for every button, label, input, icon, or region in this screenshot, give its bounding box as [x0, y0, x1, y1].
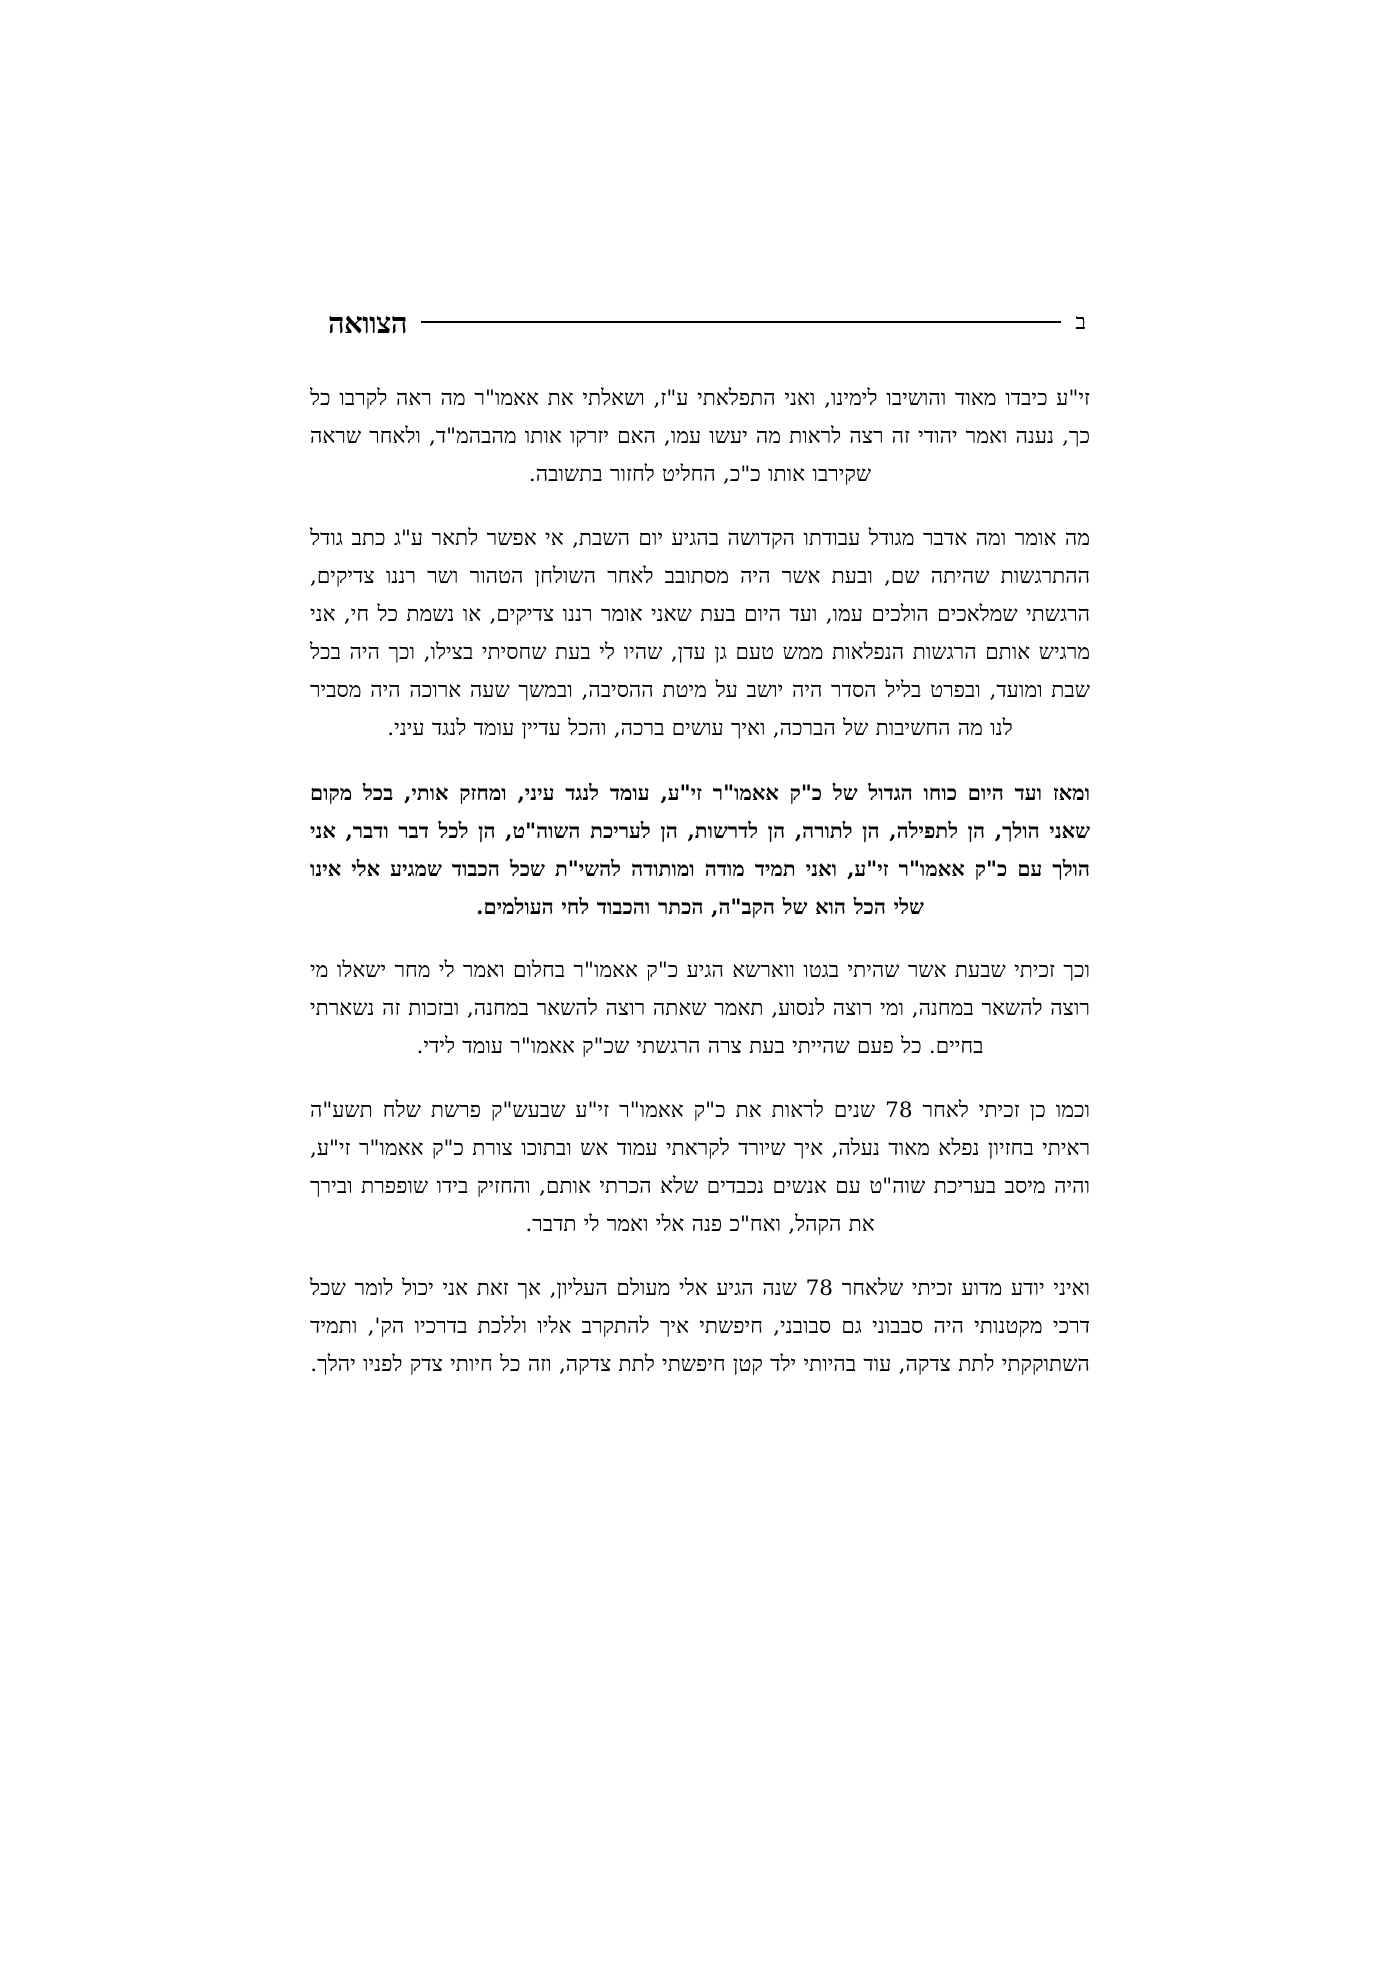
- header-divider-rule: [421, 321, 1061, 323]
- page-number: ב: [1075, 310, 1086, 335]
- body-paragraph: וכך זכיתי שבעת אשר שהיתי בגטו ווארשא הגיע כ"ק אאמו"ר בחלום ואמר לי מחר ישאלו מי רוצה להשאר במחנה, ומי רוצה לנסוע, תאמר שאתה רוצה להשאר במחנה, ובזכות זה נשארתי בחיים. כל פעם שהייתי בעת צרה הרגשתי שכ"ק אאמו"ר עומד לידי.: [310, 958, 1090, 1059]
- running-header: [310, 300, 1090, 346]
- body-paragraph: ואיני יודע מדוע זכיתי שלאחר 78 שנה הגיע אלי מעולם העליון, אך זאת אני יכול לומר שכל דרכי מקטנותי היה סבבוני גם סבובני, חיפשתי איך להתקרב אליו וללכת בדרכיו הק', ותמיד השתוקקתי לתת צדקה, עוד בהיותי ילד קטן חיפשתי לתת צדקה, וזה כל חיותי צדק לפניו יהלך.: [310, 1276, 1090, 1377]
- page-title: הצוואה: [328, 305, 408, 340]
- body-paragraph: מה אומר ומה אדבר מגודל עבודתו הקדושה בהגיע יום השבת, אי אפשר לתאר ע"ג כתב גודל ההתרגשות שהיתה שם, ובעת אשר היה מסתובב לאחר השולחן הטהור ושר רננו צדיקים, הרגשתי שמלאכים הולכים עמו, ועד היום בעת שאני אומר רננו צדיקים, או נשמת כל חי, אני מרגיש אותם הרגשות הנפלאות ממש טעם גן עדן, שהיו לי בעת שחסיתי בצילו, וכך היה בכל שבת ומועד, ובפרט בליל הסדר היה יושב על מיטת ההסיבה, ובמשך שעה ארוכה היה מסביר לנו מה החשיבות של הברכה, ואיך עושים ברכה, והכל עדיין עומד לנגד עיני.: [310, 526, 1090, 741]
- body-paragraph: זי"ע כיבדו מאוד והושיבו לימינו, ואני התפלאתי ע"ז, ושאלתי את אאמו"ר מה ראה לקרבו כל כך, נענה ואמר יהודי זה רצה לראות מה יעשו עמו, האם יזרקו אותו מהבהמ"ד, ולאחר שראה שקירבו אותו כ"כ, החליט לחזור בתשובה.: [310, 386, 1090, 487]
- page-content: [310, 300, 1090, 1384]
- body-paragraph: וכמו כן זכיתי לאחר 78 שנים לראות את כ"ק אאמו"ר זי"ע שבעש"ק פרשת שלח תשע"ה ראיתי בחזיון נפלא מאוד נעלה, איך שיורד לקראתי עמוד אש ובתוכו צורת כ"ק אאמו"ר זי"ע, והיה מיסב בעריכת שוה"ט עם אנשים נכבדים שלא הכרתי אותם, והחזיק בידו שופפרת ובירך את הקהל, ואח"כ פנה אלי ואמר לי תדבר.: [310, 1098, 1091, 1237]
- body-paragraph-emphasized: ומאז ועד היום כוחו הגדול של כ"ק אאמו"ר זי"ע, עומד לנגד עיני, ומחזק אותי, בכל מקום שאני הולך, הן לתפילה, הן לתורה, הן לדרשות, הן לעריכת השוה"ט, הן לכל דבר ודבר, אני הולך עם כ"ק אאמו"ר זי"ע, ואני תמיד מודה ומותודה להשי"ת שכל הכבוד שמגיע אלי אינו שלי הכל הוא של הקב"ה, הכתר והכבוד לחי העולמים.: [310, 780, 1090, 919]
